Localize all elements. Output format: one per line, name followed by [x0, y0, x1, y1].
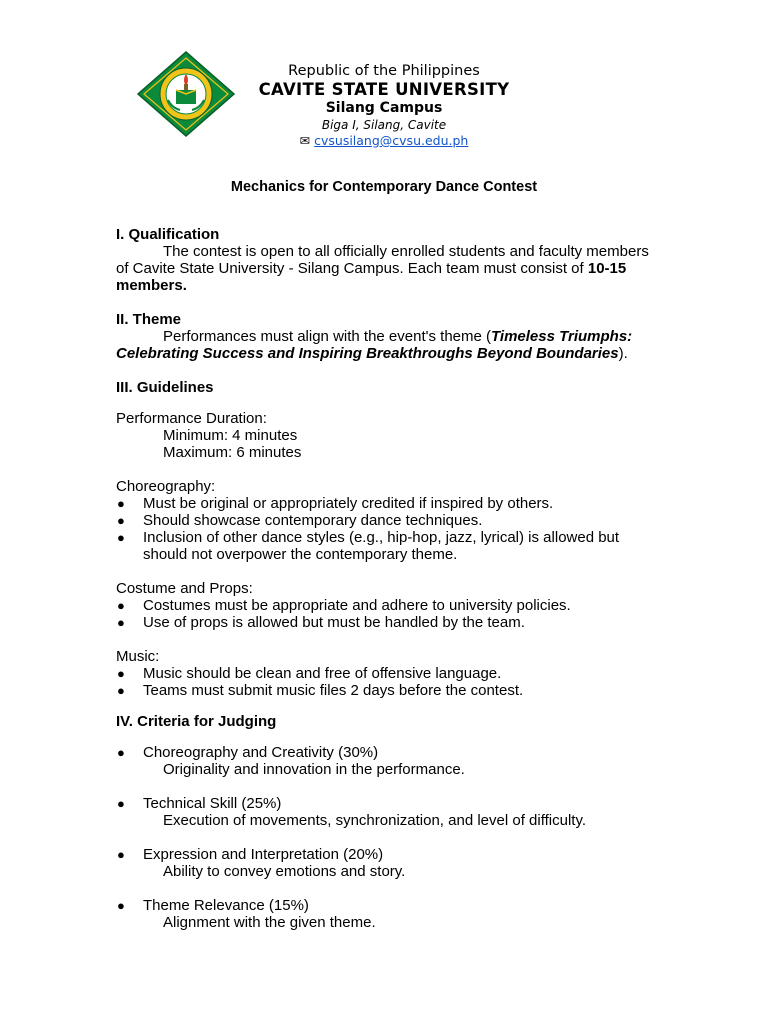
list-item — [116, 744, 661, 778]
bullet-icon: ● — [117, 513, 125, 528]
criterion-name: Theme Relevance (15%) — [143, 897, 309, 914]
document-body — [116, 226, 661, 948]
qualification-paragraph: The contest is open to all officially enrolled students and faculty members of Cavite State University - Silang Campus. Each team must consist of 10-15 members. — [116, 243, 649, 294]
section-heading-criteria: IV. Criteria for Judging — [116, 713, 277, 730]
criterion-name: Choreography and Creativity (30%) — [143, 744, 379, 761]
list-item: ● Use of props is allowed but must be handled by the team. — [117, 614, 525, 631]
section-heading-theme: II. Theme — [116, 311, 182, 328]
campus-name: Silang Campus — [325, 100, 443, 116]
letterhead — [236, 62, 532, 149]
university-name: CAVITE STATE UNIVERSITY — [258, 80, 510, 99]
music-list — [116, 665, 661, 699]
list-item: ● Costumes must be appropriate and adhere to university policies. — [117, 597, 571, 614]
email-link[interactable]: cvsusilang@cvsu.edu.ph — [314, 133, 469, 148]
list-item — [116, 846, 661, 880]
list-item — [116, 795, 661, 829]
theme-name: Timeless Triumphs: Celebrating Success and Inspiring Breakthroughs Beyond Boundaries — [116, 328, 633, 362]
theme-paragraph: Performances must align with the event's theme (Timeless Triumphs: Celebrating Success and Inspiring Breakthroughs Beyond Boundaries). — [116, 328, 633, 362]
republic-line: Republic of the Philippines — [288, 63, 480, 79]
bullet-icon: ● — [117, 796, 125, 811]
list-item: ● Inclusion of other dance styles (e.g., hip-hop, jazz, lyrical) is allowed but should not overpower the contemporary theme. — [117, 529, 620, 563]
duration-maximum: Maximum: 6 minutes — [163, 444, 302, 461]
bullet-icon: ● — [117, 745, 125, 760]
choreography-list — [116, 495, 661, 563]
envelope-icon: ✉ — [299, 133, 311, 148]
section-heading-qualification: I. Qualification — [116, 226, 220, 243]
criterion-name: Expression and Interpretation (20%) — [143, 846, 384, 863]
section-heading-guidelines: III. Guidelines — [116, 379, 214, 396]
bullet-icon: ● — [117, 530, 125, 545]
duration-label: Performance Duration: — [116, 410, 267, 427]
list-item: ● Should showcase contemporary dance techniques. — [117, 512, 483, 529]
criteria-list — [116, 744, 661, 931]
document-title: Mechanics for Contemporary Dance Contest — [230, 179, 538, 195]
list-item: ● Music should be clean and free of offensive language. — [117, 665, 502, 682]
costume-list — [116, 597, 661, 631]
costume-label: Costume and Props: — [116, 580, 253, 597]
list-item: ● Must be original or appropriately credited if inspired by others. — [117, 495, 554, 512]
bullet-icon: ● — [117, 847, 125, 862]
bullet-icon: ● — [117, 666, 125, 681]
bullet-icon: ● — [117, 683, 125, 698]
criterion-description: Originality and innovation in the performance. — [163, 761, 465, 778]
campus-address: Biga I, Silang, Cavite — [321, 118, 447, 132]
duration-minimum: Minimum: 4 minutes — [163, 427, 298, 444]
criterion-name: Technical Skill (25%) — [143, 795, 282, 812]
list-item — [116, 897, 661, 931]
choreography-label: Choreography: — [116, 478, 216, 495]
criterion-description: Execution of movements, synchronization, and level of difficulty. — [163, 812, 586, 829]
bullet-icon: ● — [117, 598, 125, 613]
criterion-description: Alignment with the given theme. — [163, 914, 376, 931]
criterion-description: Ability to convey emotions and story. — [163, 863, 406, 880]
bullet-icon: ● — [117, 496, 125, 511]
team-size: 10-15 members. — [116, 260, 627, 294]
list-item: ● Teams must submit music files 2 days before the contest. — [117, 682, 524, 699]
university-seal-logo — [136, 50, 236, 138]
email-line — [236, 133, 532, 149]
music-label: Music: — [116, 648, 160, 665]
bullet-icon: ● — [117, 898, 125, 913]
bullet-icon: ● — [117, 615, 125, 630]
